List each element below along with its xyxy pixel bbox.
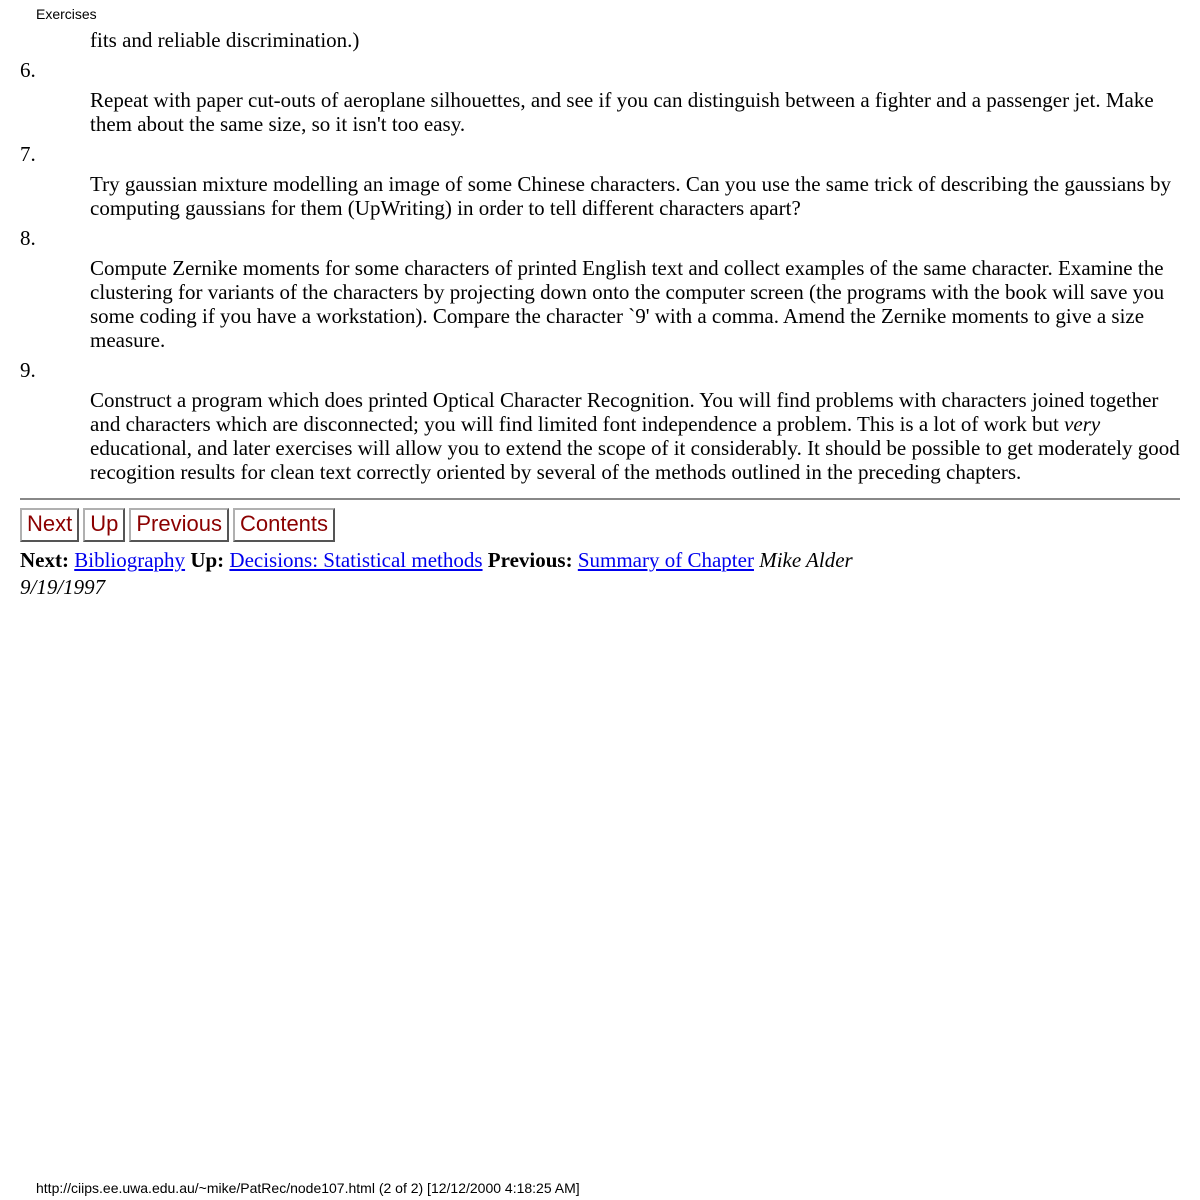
nav-button-bar bbox=[20, 508, 1180, 542]
page-header-title: Exercises bbox=[36, 6, 97, 22]
previous-link[interactable]: Summary of Chapter bbox=[577, 548, 754, 572]
exercise-text-9 bbox=[90, 388, 1180, 484]
previous-button[interactable]: Previous bbox=[129, 508, 229, 542]
author-name: Mike Alder bbox=[759, 548, 853, 572]
exercise-number-9: 9. bbox=[20, 358, 36, 382]
exercise-number-7: 7. bbox=[20, 142, 36, 166]
next-label: Next: bbox=[20, 548, 69, 572]
previous-label: Previous: bbox=[487, 548, 573, 572]
exercise-continuation: fits and reliable discrimination.) bbox=[90, 28, 360, 52]
up-button[interactable]: Up bbox=[83, 508, 125, 542]
exercise-text-8: Compute Zernike moments for some characters of printed English text and collect examples of the same character. Examine the clustering for variants of the characters by projecting down onto the computer screen (the programs with the book will save you some coding if you have a workstation). Compare the character `9' with a comma. Amend the Zernike moments to give a size measure. bbox=[90, 256, 1165, 352]
page-footer-url: http://ciips.ee.uwa.edu.au/~mike/PatRec/node107.html (2 of 2) [12/12/2000 4:18:25 AM] bbox=[36, 1180, 580, 1196]
exercise-number-6: 6. bbox=[20, 58, 36, 82]
exercise-text-9-part1: Construct a program which does printed Optical Character Recognition. You will find problems with characters joined together and characters which are disconnected; you will find limited font independence a problem. This is a lot of work but bbox=[90, 388, 1159, 436]
exercise-text-9-emphasis: very bbox=[1064, 412, 1101, 436]
exercise-text-7: Try gaussian mixture modelling an image of some Chinese characters. Can you use the same trick of describing the gaussians by computing gaussians for them (UpWriting) in order to tell different characters apart? bbox=[90, 172, 1172, 220]
divider bbox=[20, 498, 1180, 500]
exercise-text-9-part2: educational, and later exercises will allow you to extend the scope of it considerably. It should be possible to get moderately good recogition results for clean text correctly oriented by several of the methods outlined in the preceding chapters. bbox=[90, 436, 1180, 484]
page-date: 9/19/1997 bbox=[20, 575, 106, 599]
exercise-number-8: 8. bbox=[20, 226, 36, 250]
exercise-text-6: Repeat with paper cut-outs of aeroplane silhouettes, and see if you can distinguish between a fighter and a passenger jet. Make them about the same size, so it isn't too easy. bbox=[90, 88, 1154, 136]
next-link[interactable]: Bibliography bbox=[74, 548, 186, 572]
main-content bbox=[20, 28, 1180, 601]
next-button[interactable]: Next bbox=[20, 508, 79, 542]
nav-links bbox=[20, 547, 1130, 601]
up-label: Up: bbox=[190, 548, 225, 572]
up-link[interactable]: Decisions: Statistical methods bbox=[229, 548, 483, 572]
contents-button[interactable]: Contents bbox=[233, 508, 335, 542]
